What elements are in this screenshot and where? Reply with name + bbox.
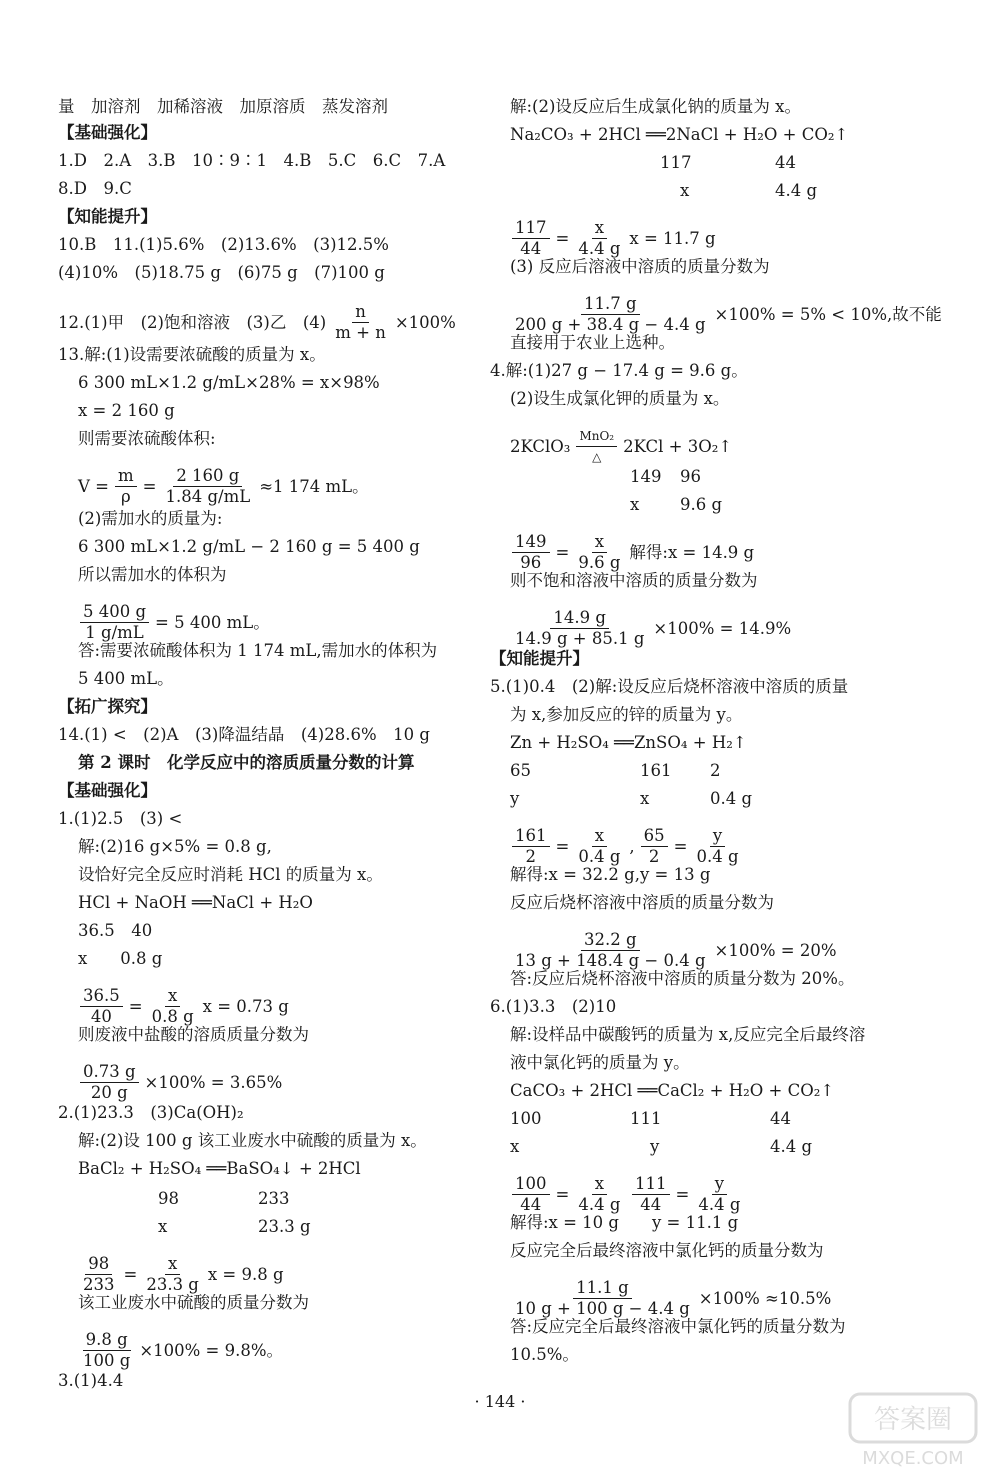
text: 【知能提升】 [490, 649, 589, 668]
text-line [510, 1174, 625, 1215]
text: 23.3 g [146, 1275, 199, 1294]
text-line [510, 608, 791, 649]
text-line [510, 294, 942, 335]
fraction [632, 1174, 670, 1215]
text: 98 [85, 1254, 112, 1275]
text: 0.8 g [151, 1007, 194, 1026]
text: 233 [258, 1189, 290, 1208]
text-line [510, 892, 774, 914]
fraction [695, 1174, 743, 1215]
text: 则不饱和溶液中溶质的质量分数为 [510, 571, 758, 590]
text-line [510, 1278, 831, 1319]
text: ×100% = 3.65% [144, 1072, 283, 1092]
text-line [58, 780, 157, 802]
fraction [80, 1254, 118, 1295]
text: 117 [660, 153, 692, 172]
text-line [78, 1292, 309, 1314]
text: 14.9 g + 85.1 g [515, 629, 645, 648]
text: 4.4 g [698, 1195, 741, 1214]
fraction [512, 608, 647, 649]
text: 44 [520, 239, 542, 258]
text: 解:(2)设 100 g 该工业废水中硫酸的质量为 x。 [78, 1131, 427, 1150]
text: 2KCl + 3O₂↑ [623, 436, 733, 456]
text-line [510, 826, 744, 867]
text-line [510, 332, 675, 354]
text: 161 [512, 826, 550, 847]
text: 答:反应完全后最终溶液中氯化钙的质量分数为 [510, 1317, 846, 1336]
text: ×100% = 5% < 10%,故不能 [714, 304, 942, 324]
text: 4.解:(1)27 g − 17.4 g = 9.6 g。 [490, 361, 748, 380]
page-number: · 144 · [474, 1392, 526, 1411]
text: 40 [90, 1007, 112, 1026]
text-line [630, 466, 662, 488]
text: (3) 反应后溶液中溶质的质量分数为 [510, 257, 770, 276]
text: 44 [640, 1195, 662, 1214]
fraction [575, 532, 623, 573]
text: 解得:x = 14.9 g [629, 542, 755, 562]
fraction [143, 1254, 202, 1295]
text: 解得:x = 10 g y = 11.1 g [510, 1213, 739, 1232]
svg-text:答案圈: 答案圈 [873, 1405, 953, 1435]
fraction [512, 218, 550, 259]
text-line [58, 696, 157, 718]
text-line [78, 668, 174, 690]
text: 【知能提升】 [58, 207, 157, 226]
text: 233 [83, 1275, 115, 1294]
text: 36.5 [80, 986, 123, 1007]
text-line [78, 1130, 427, 1152]
text-line [78, 1024, 309, 1046]
text: 2KClO₃ [510, 436, 571, 456]
text-line [510, 1024, 865, 1046]
fraction [512, 930, 709, 971]
text: 5 400 g [80, 602, 149, 623]
text: x [592, 1174, 607, 1195]
text-line [630, 1108, 662, 1130]
text: x [630, 495, 640, 514]
text-line [58, 178, 132, 200]
text: 8.D 9.C [58, 179, 132, 198]
fraction [512, 532, 550, 573]
text: 【基础强化】 [58, 781, 157, 800]
text: n [352, 302, 369, 323]
text: 100 [510, 1109, 542, 1128]
text: x [592, 826, 607, 847]
text: ×100% = 9.8%。 [139, 1340, 284, 1360]
text: 液中氯化钙的质量为 y。 [510, 1053, 690, 1072]
text: MnO₂ [576, 426, 617, 447]
text: 4.4 g [578, 1195, 621, 1214]
text-line [78, 836, 272, 858]
text: ×100% [394, 312, 456, 332]
text-line [78, 536, 420, 558]
text: 反应后烧杯溶液中溶质的质量分数为 [510, 893, 774, 912]
text: 44 [520, 1195, 542, 1214]
text: 【基础强化】 [58, 123, 157, 142]
text: = [555, 836, 570, 856]
text: 65 [510, 761, 531, 780]
text: = [128, 996, 143, 1016]
text-line [78, 892, 313, 914]
text-line [58, 206, 157, 228]
text: 0.73 g [80, 1062, 139, 1083]
text-line [510, 96, 801, 118]
fraction [512, 1174, 550, 1215]
text: x [592, 218, 607, 239]
text: 111 [630, 1109, 662, 1128]
text-line [258, 1188, 290, 1210]
text: 解得:x = 32.2 g,y = 13 g [510, 865, 711, 884]
text-line [58, 302, 456, 343]
text: HCl + NaOH ══NaCl + H₂O [78, 893, 313, 912]
text: 9.6 g [578, 553, 621, 572]
text: 则废液中盐酸的溶质质量分数为 [78, 1025, 309, 1044]
fraction [512, 826, 550, 867]
fraction [115, 466, 137, 507]
text: 量 加溶剂 加稀溶液 加原溶质 蒸发溶剂 [58, 97, 388, 116]
text-line [158, 1188, 179, 1210]
text-line [775, 180, 817, 202]
text: (4)10% (5)18.75 g (6)75 g (7)100 g [58, 263, 385, 282]
text: = [555, 228, 570, 248]
text: 解:(2)16 g×5% = 0.8 g, [78, 837, 272, 856]
text: 10 g + 100 g − 4.4 g [515, 1299, 690, 1318]
text-line [78, 428, 216, 450]
text: = [123, 1264, 138, 1284]
fraction [693, 826, 741, 867]
text-line [510, 704, 742, 726]
text-line [510, 968, 854, 990]
text: y [712, 1174, 727, 1195]
text: y [650, 1137, 660, 1156]
text: m + n [335, 323, 386, 342]
text: x [680, 181, 690, 200]
text-line [58, 234, 389, 256]
text: 200 g + 38.4 g − 4.4 g [515, 315, 706, 334]
text-line [510, 532, 754, 573]
text: x 0.8 g [78, 949, 163, 968]
text: = [142, 476, 157, 496]
text: 12.(1)甲 (2)饱和溶液 (3)乙 (4) [58, 312, 327, 332]
text-line [490, 996, 616, 1018]
text: 1 g/mL [85, 623, 144, 642]
text: 2 [525, 847, 536, 866]
text: 11.7 g [581, 294, 640, 315]
fraction [162, 466, 253, 507]
text: V = [78, 476, 109, 496]
text: 【拓广探究】 [58, 697, 157, 716]
text-line [510, 388, 729, 410]
text: 为 x,参加反应的锌的质量为 y。 [510, 705, 743, 724]
fraction [80, 1330, 133, 1371]
text-line [510, 1136, 519, 1158]
text: 10.5%。 [510, 1345, 579, 1364]
text-line [680, 180, 689, 202]
text: y [510, 789, 520, 808]
text-line [78, 508, 222, 530]
text: 所以需加水的体积为 [78, 565, 227, 584]
text-line [710, 788, 752, 810]
text-line [78, 400, 175, 422]
text: 149 [630, 467, 662, 486]
text: 0.4 g [710, 789, 753, 808]
fraction [575, 826, 623, 867]
text: Na₂CO₃ + 2HCl ══2NaCl + H₂O + CO₂↑ [510, 125, 849, 144]
text: (2)设生成氯化钾的质量为 x。 [510, 389, 730, 408]
text: 23.3 g [258, 1217, 311, 1236]
fraction [575, 1174, 623, 1215]
text-line [680, 466, 701, 488]
text: 1.84 g/mL [165, 487, 251, 506]
text: 14.9 g [550, 608, 609, 629]
text-line [510, 930, 837, 971]
fraction [512, 294, 709, 335]
text: 1.D 2.A 3.B 10∶9∶1 4.B 5.C 6.C 7.A [58, 151, 446, 170]
text: ≈1 174 mL。 [259, 476, 369, 496]
text-line [510, 124, 848, 146]
text: 13 g + 148.4 g − 0.4 g [515, 951, 706, 970]
text: = 5 400 mL。 [155, 612, 270, 632]
text-line [770, 1108, 791, 1130]
text: 该工业废水中硫酸的质量分数为 [78, 1293, 309, 1312]
text-line [680, 494, 722, 516]
text: 11.1 g [573, 1278, 632, 1299]
text-line [510, 1344, 579, 1366]
text-line [510, 732, 747, 754]
text-line [78, 372, 380, 394]
text-line [58, 344, 326, 366]
text-line [78, 1330, 283, 1371]
text: 4.4 g [578, 239, 621, 258]
text-line [78, 564, 227, 586]
fraction [80, 602, 149, 643]
text-line [510, 1240, 824, 1262]
text-line [510, 1052, 690, 1074]
text: 96 [520, 553, 542, 572]
reaction-condition [576, 426, 617, 467]
text: 14.(1) < (2)A (3)降温结晶 (4)28.6% 10 g [58, 725, 430, 744]
text: 4.4 g [770, 1137, 813, 1156]
text: 65 [641, 826, 668, 847]
text-line [78, 602, 270, 643]
text-line [630, 494, 639, 516]
text-line [58, 724, 430, 746]
text: 32.2 g [581, 930, 640, 951]
text: x [510, 1137, 520, 1156]
text: 6.(1)3.3 (2)10 [490, 997, 617, 1016]
fraction [149, 986, 197, 1027]
text: y [710, 826, 725, 847]
text: (2)需加水的质量为: [78, 509, 223, 528]
text: x [165, 986, 180, 1007]
text: x = 2 160 g [78, 401, 175, 420]
text: 2.(1)23.3 (3)Ca(OH)₂ [58, 1103, 244, 1122]
text-line [510, 256, 770, 278]
text: x [165, 1254, 180, 1275]
text-line [650, 1136, 659, 1158]
text: 36.5 40 [78, 921, 153, 940]
text: 设恰好完全反应时消耗 HCl 的质量为 x。 [78, 865, 383, 884]
text: ×100% = 14.9% [653, 618, 792, 638]
text: 解:(2)设反应后生成氯化钠的质量为 x。 [510, 97, 801, 116]
text: x = 11.7 g [629, 228, 716, 248]
text: m [115, 466, 137, 487]
text: 117 [512, 218, 550, 239]
text: 9.6 g [680, 495, 723, 514]
text: 96 [680, 467, 701, 486]
text: 44 [775, 153, 796, 172]
text-line [775, 152, 796, 174]
text-line [510, 570, 758, 592]
text: 2 [648, 847, 660, 866]
text-line [490, 648, 589, 670]
text-line [660, 152, 692, 174]
text-line [258, 1216, 311, 1238]
text: = [675, 1184, 690, 1204]
text: 10.B 11.(1)5.6% (2)13.6% (3)12.5% [58, 235, 389, 254]
fraction [641, 826, 668, 867]
text: 1.(1)2.5 (3) < [58, 809, 183, 828]
text-line [78, 948, 162, 970]
text-line [510, 1212, 738, 1234]
text: 161 [640, 761, 672, 780]
text: 第 2 课时 化学反应中的溶质质量分数的计算 [78, 753, 415, 772]
text: x [158, 1217, 168, 1236]
text-line [78, 1158, 361, 1180]
text-line [78, 920, 152, 942]
text-line [58, 122, 157, 144]
text-line [510, 218, 716, 259]
text: BaCl₂ + H₂SO₄ ══BaSO₄↓ + 2HCl [78, 1159, 361, 1178]
text-line [58, 808, 182, 830]
text: 4.4 g [775, 181, 818, 200]
text: 2 160 g [173, 466, 242, 487]
text-line [58, 150, 445, 172]
text-line [510, 426, 732, 467]
fraction [512, 1278, 693, 1319]
text: 5 400 mL。 [78, 669, 174, 688]
text: 20 g [90, 1083, 128, 1102]
text: 13.解:(1)设需要浓硫酸的质量为 x。 [58, 345, 326, 364]
text: = [555, 1184, 570, 1204]
fraction [80, 986, 123, 1027]
text: 答:反应后烧杯溶液中溶质的质量分数为 20%。 [510, 969, 855, 988]
watermark-logo [848, 1390, 978, 1470]
fraction [80, 1062, 139, 1103]
text: 答:需要浓硫酸体积为 1 174 mL,需加水的体积为 [78, 641, 438, 660]
text: 解:设样品中碳酸钙的质量为 x,反应完全后最终溶 [510, 1025, 866, 1044]
text-line [78, 986, 289, 1027]
text: 111 [632, 1174, 670, 1195]
text: 100 g [83, 1351, 131, 1370]
text-line [490, 360, 748, 382]
text: 0.4 g [696, 847, 739, 866]
text: x = 0.73 g [202, 996, 289, 1016]
text: x [640, 789, 650, 808]
text-line [630, 1174, 745, 1215]
text: 5.(1)0.4 (2)解:设反应后烧杯溶液中溶质的质量 [490, 677, 849, 696]
fraction [575, 218, 623, 259]
text: , [629, 836, 635, 856]
text: 100 [512, 1174, 550, 1195]
text: Zn + H₂SO₄ ══ZnSO₄ + H₂↑ [510, 733, 747, 752]
text: 9.8 g [83, 1330, 131, 1351]
text: 2 [710, 761, 721, 780]
text: 直接用于农业上选种。 [510, 333, 675, 352]
text-line [58, 1102, 244, 1124]
text-line [510, 788, 519, 810]
text-line [58, 1370, 123, 1392]
text-line [770, 1136, 812, 1158]
text: CaCO₃ + 2HCl ══CaCl₂ + H₂O + CO₂↑ [510, 1081, 835, 1100]
text-line [510, 760, 531, 782]
text-line [78, 864, 383, 886]
text-line [640, 760, 672, 782]
text: ×100% ≈10.5% [698, 1288, 832, 1308]
text: = [673, 836, 688, 856]
text-line [58, 96, 388, 118]
svg-text:MXQE.COM: MXQE.COM [862, 1448, 964, 1469]
text-line [78, 752, 414, 774]
text-line [78, 466, 369, 507]
text: ρ [120, 487, 131, 506]
text: 98 [158, 1189, 179, 1208]
fraction [332, 302, 389, 343]
text: 3.(1)4.4 [58, 1371, 124, 1390]
text: = [555, 542, 570, 562]
text: △ [592, 450, 602, 464]
text-line [78, 1254, 284, 1295]
text: ×100% = 20% [714, 940, 837, 960]
text-line [640, 788, 649, 810]
text: 44 [770, 1109, 791, 1128]
text: x = 9.8 g [207, 1264, 284, 1284]
text: 149 [512, 532, 550, 553]
text-line [58, 262, 385, 284]
text-line [510, 1316, 846, 1338]
text-line [78, 640, 437, 662]
text: 反应完全后最终溶液中氯化钙的质量分数为 [510, 1241, 824, 1260]
text-line [490, 676, 848, 698]
text-line [710, 760, 721, 782]
text-line [510, 1108, 542, 1130]
text-line [510, 1080, 834, 1102]
text-line [510, 864, 710, 886]
text: 0.4 g [578, 847, 621, 866]
text-line [78, 1062, 282, 1103]
text: 6 300 mL×1.2 g/mL×28% = x×98% [78, 373, 380, 392]
text: 则需要浓硫酸体积: [78, 429, 216, 448]
text-line [158, 1216, 167, 1238]
text: x [592, 532, 607, 553]
text: 6 300 mL×1.2 g/mL − 2 160 g = 5 400 g [78, 537, 420, 556]
